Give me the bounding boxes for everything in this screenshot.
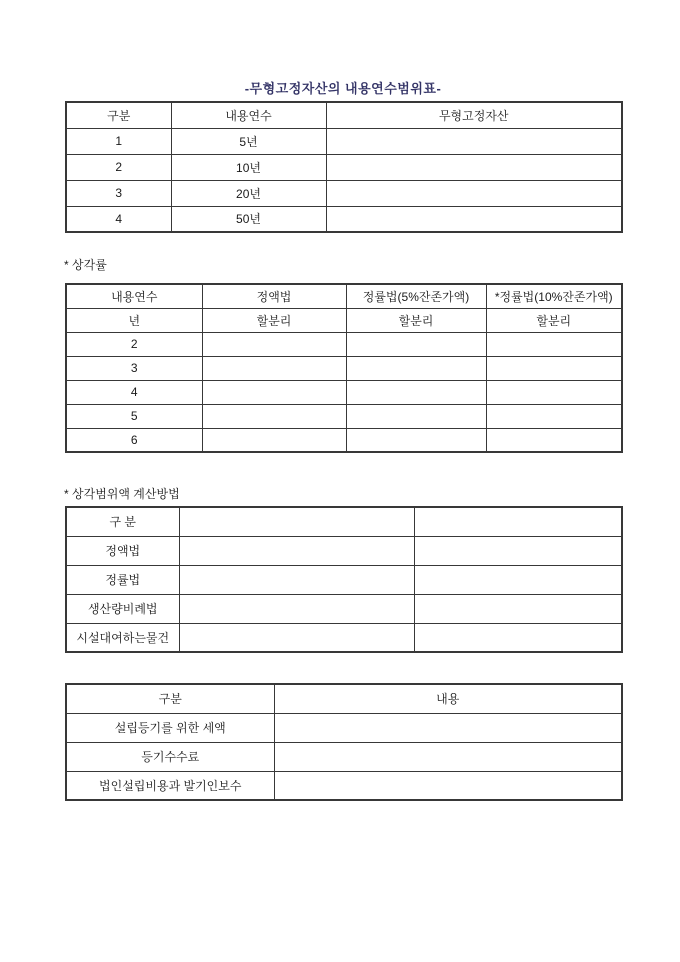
empty-cell — [202, 428, 346, 452]
empty-cell — [414, 594, 622, 623]
row-label-units-of-production: 생산량비례법 — [66, 594, 179, 623]
empty-cell — [179, 565, 414, 594]
document-title: -무형고정자산의 내용연수범위표- — [244, 81, 442, 96]
table-row — [66, 623, 622, 652]
table-row — [66, 332, 622, 356]
empty-cell — [326, 206, 622, 232]
table-row — [66, 180, 622, 206]
unit-cell: 할분리 — [486, 308, 622, 332]
empty-cell — [486, 332, 622, 356]
empty-cell — [179, 536, 414, 565]
empty-cell — [179, 594, 414, 623]
rate-header-row — [66, 284, 622, 308]
row-no: 1 — [66, 128, 171, 154]
row-label-registration-fee: 등기수수료 — [66, 742, 274, 771]
rate-unit-row — [66, 308, 622, 332]
header-cell-gubun: 구분 — [66, 102, 171, 128]
content-header-row — [66, 684, 622, 713]
row-years: 50년 — [171, 206, 326, 232]
table-row — [66, 742, 622, 771]
depreciation-rate-label: * 상각률 — [64, 258, 107, 272]
row-label-straight-line: 정액법 — [66, 536, 179, 565]
table-row — [66, 771, 622, 800]
header-cell-contents: 내용 — [274, 684, 622, 713]
year-cell: 6 — [66, 428, 202, 452]
empty-cell — [346, 428, 486, 452]
row-no: 4 — [66, 206, 171, 232]
empty-cell — [274, 713, 622, 742]
table-row — [66, 536, 622, 565]
header-cell-straight-line: 정액법 — [202, 284, 346, 308]
unit-cell: 할분리 — [202, 308, 346, 332]
empty-cell — [414, 623, 622, 652]
calc-method-label: * 상각범위액 계산방법 — [64, 487, 180, 501]
row-label-gubun: 구 분 — [66, 507, 179, 536]
table-row — [66, 206, 622, 232]
year-cell: 4 — [66, 380, 202, 404]
row-no: 2 — [66, 154, 171, 180]
table-row — [66, 507, 622, 536]
header-cell-assets: 무형고정자산 — [326, 102, 622, 128]
table-row — [66, 713, 622, 742]
row-label-leased-property: 시설대여하는물건 — [66, 623, 179, 652]
table-row — [66, 356, 622, 380]
empty-cell — [414, 536, 622, 565]
header-cell-useful-life: 내용연수 — [66, 284, 202, 308]
row-label-incorporation-tax: 설립등기를 위한 세액 — [66, 713, 274, 742]
useful-life-header-row — [66, 102, 622, 128]
row-years: 5년 — [171, 128, 326, 154]
header-cell-declining-5: 정률법(5%잔존가액) — [346, 284, 486, 308]
empty-cell — [346, 404, 486, 428]
content-table — [65, 683, 623, 801]
empty-cell — [486, 356, 622, 380]
table-row — [66, 594, 622, 623]
empty-cell — [179, 623, 414, 652]
table-row — [66, 428, 622, 452]
unit-cell: 할분리 — [346, 308, 486, 332]
empty-cell — [346, 380, 486, 404]
empty-cell — [274, 742, 622, 771]
empty-cell — [486, 428, 622, 452]
empty-cell — [202, 332, 346, 356]
table-row — [66, 154, 622, 180]
empty-cell — [326, 180, 622, 206]
empty-cell — [486, 404, 622, 428]
row-no: 3 — [66, 180, 171, 206]
empty-cell — [202, 380, 346, 404]
year-cell: 3 — [66, 356, 202, 380]
empty-cell — [179, 507, 414, 536]
header-cell-years: 내용연수 — [171, 102, 326, 128]
year-cell: 2 — [66, 332, 202, 356]
depreciation-rate-table — [65, 283, 623, 453]
table-row — [66, 404, 622, 428]
empty-cell — [414, 565, 622, 594]
row-years: 10년 — [171, 154, 326, 180]
empty-cell — [346, 356, 486, 380]
unit-cell: 년 — [66, 308, 202, 332]
empty-cell — [326, 128, 622, 154]
empty-cell — [326, 154, 622, 180]
empty-cell — [414, 507, 622, 536]
header-cell-gubun: 구분 — [66, 684, 274, 713]
row-years: 20년 — [171, 180, 326, 206]
calc-method-table — [65, 506, 623, 653]
useful-life-table — [65, 101, 623, 233]
year-cell: 5 — [66, 404, 202, 428]
table-row — [66, 128, 622, 154]
empty-cell — [486, 380, 622, 404]
table-row — [66, 380, 622, 404]
empty-cell — [346, 332, 486, 356]
header-cell-declining-10: *정률법(10%잔존가액) — [486, 284, 622, 308]
empty-cell — [202, 404, 346, 428]
empty-cell — [202, 356, 346, 380]
empty-cell — [274, 771, 622, 800]
table-row — [66, 565, 622, 594]
row-label-founding-costs: 법인설립비용과 발기인보수 — [66, 771, 274, 800]
row-label-declining-balance: 정률법 — [66, 565, 179, 594]
